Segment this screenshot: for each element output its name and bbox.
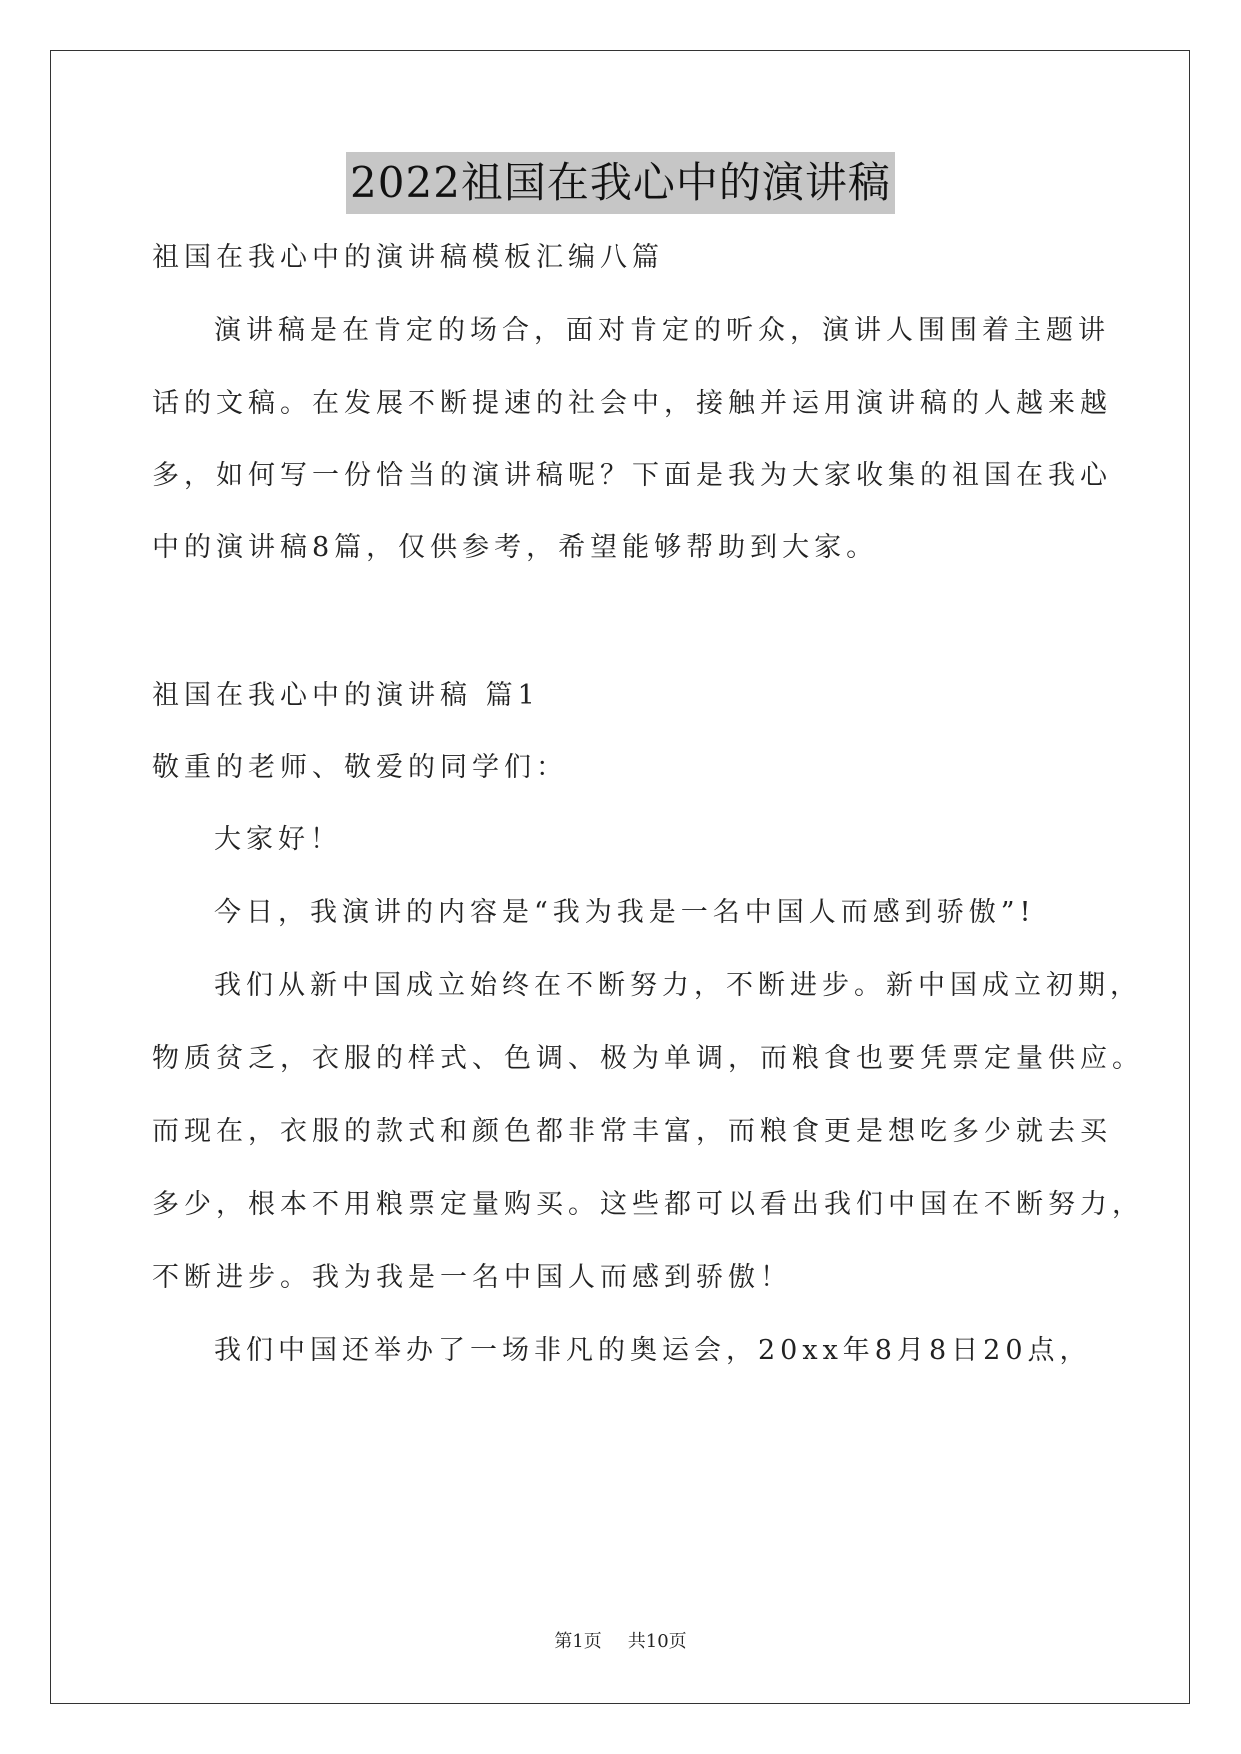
intro-line: 中的演讲稿8篇，仅供参考，希望能够帮助到大家。 (152, 532, 879, 563)
section-heading: 祖国在我心中的演讲稿 篇1 (152, 680, 540, 711)
document-subtitle: 祖国在我心中的演讲稿模板汇编八篇 (152, 242, 664, 273)
intro-line: 多，如何写一份恰当的演讲稿呢？下面是我为大家收集的祖国在我心 (152, 460, 1112, 491)
greeting: 大家好！ (214, 824, 342, 855)
body-line: 不断进步。我为我是一名中国人而感到骄傲！ (152, 1262, 792, 1293)
salutation: 敬重的老师、敬爱的同学们： (152, 752, 568, 783)
topic-line: 今日，我演讲的内容是“我为我是一名中国人而感到骄傲”! (214, 897, 1036, 928)
page-footer (0, 1630, 1241, 1654)
title-container (0, 152, 1241, 214)
page-number: 第1页 (554, 1631, 602, 1652)
body-line: 物质贫乏，衣服的样式、色调、极为单调，而粮食也要凭票定量供应。 (152, 1043, 1144, 1074)
body-line-last: 我们中国还举办了一场非凡的奥运会，20xx年8月8日20点， (214, 1335, 1092, 1366)
document-title: 2022祖国在我心中的演讲稿 (346, 152, 895, 214)
intro-line: 话的文稿。在发展不断提速的社会中，接触并运用演讲稿的人越来越 (152, 388, 1112, 419)
page-total: 共10页 (627, 1631, 687, 1652)
page-border (50, 50, 1190, 1704)
intro-line: 演讲稿是在肯定的场合，面对肯定的听众，演讲人围围着主题讲 (214, 315, 1110, 346)
body-line: 而现在，衣服的款式和颜色都非常丰富，而粮食更是想吃多少就去买 (152, 1116, 1112, 1147)
body-line: 我们从新中国成立始终在不断努力，不断进步。新中国成立初期， (214, 970, 1142, 1001)
body-line: 多少，根本不用粮票定量购买。这些都可以看出我们中国在不断努力， (152, 1189, 1144, 1220)
